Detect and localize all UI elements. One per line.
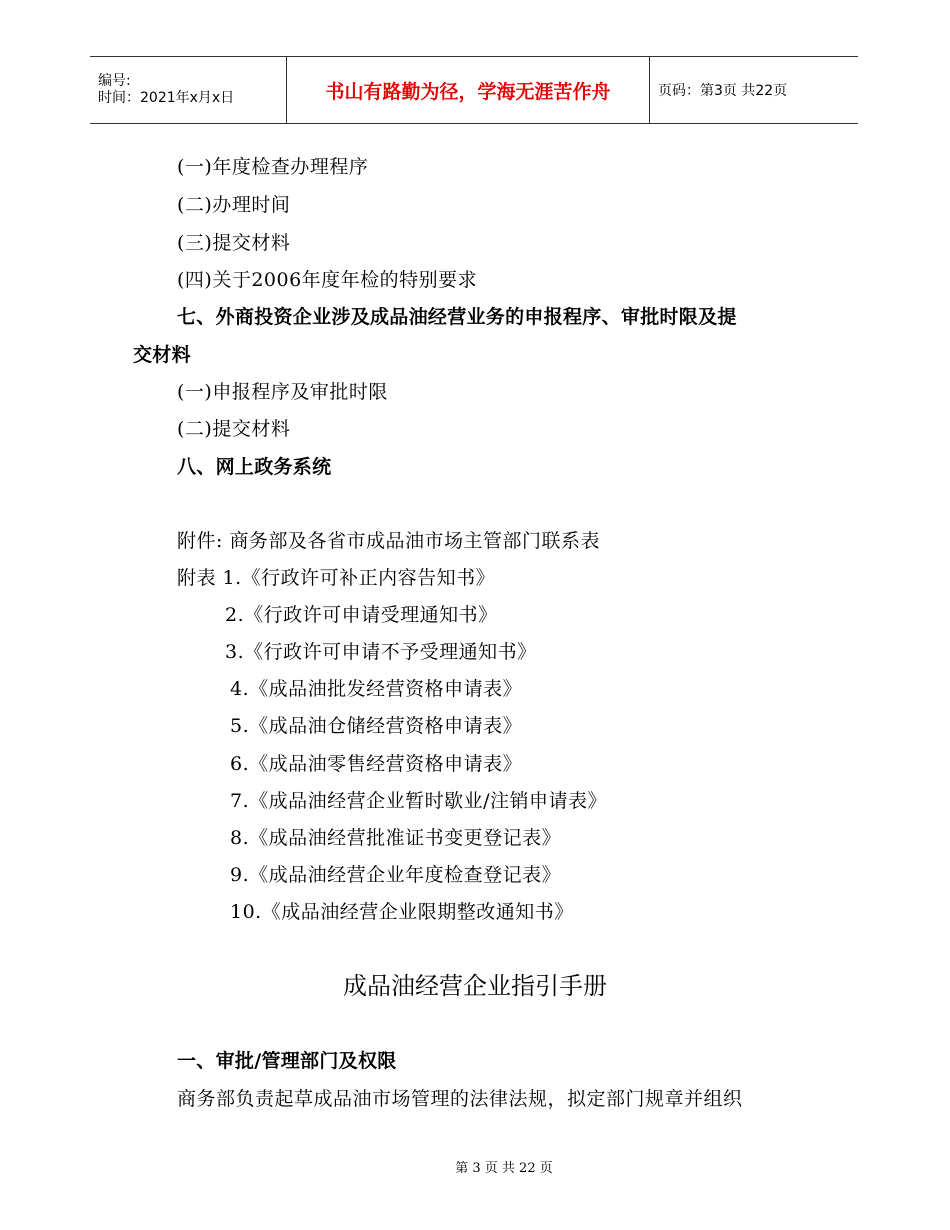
toc-item-7-2: (二)提交材料: [177, 418, 291, 440]
attached-table-5: 5.《成品油仓储经营资格申请表》: [230, 715, 523, 737]
attached-table-6: 6.《成品油零售经营资格申请表》: [230, 753, 523, 775]
toc-item-6-4: (四)关于2006年度年检的特别要求: [177, 269, 478, 291]
annex-line: 附件: 商务部及各省市成品油市场主管部门联系表: [177, 530, 600, 552]
document-title: 成品油经营企业指引手册: [343, 972, 607, 1000]
header-motto: 书山有路勤为径，学海无涯苦作舟: [286, 57, 650, 123]
toc-item-7-1: (一)申报程序及审批时限: [177, 381, 388, 403]
page-footer: 第 3 页 共 22 页: [455, 1161, 553, 1176]
toc-item-8: 八、网上政务系统: [177, 456, 332, 478]
page-header: [90, 56, 858, 124]
header-meta: [90, 57, 286, 123]
attached-table-7: 7.《成品油经营企业暂时歇业/注销申请表》: [230, 790, 608, 812]
document-number-label: 编号:: [98, 73, 131, 89]
body-paragraph: 商务部负责起草成品油市场管理的法律法规，拟定部门规章并组织: [177, 1088, 743, 1110]
attached-table-8: 8.《成品油经营批准证书变更登记表》: [230, 827, 562, 849]
attached-table-9: 9.《成品油经营企业年度检查登记表》: [230, 864, 562, 886]
attached-table-2: 2.《行政许可申请受理通知书》: [225, 604, 498, 626]
attached-table-4: 4.《成品油批发经营资格申请表》: [230, 678, 523, 700]
document-date: 时间：2021年x月x日: [98, 90, 235, 106]
attached-table-1: 附表 1.《行政许可补正内容告知书》: [177, 567, 496, 589]
toc-item-7-cont: 交材料: [133, 344, 191, 366]
attached-table-10: 10.《成品油经营企业限期整改通知书》: [230, 901, 574, 923]
toc-item-7: 七、外商投资企业涉及成品油经营业务的申报程序、审批时限及提: [177, 306, 737, 328]
toc-item-6-1: (一)年度检查办理程序: [177, 156, 369, 178]
toc-item-6-3: (三)提交材料: [177, 232, 291, 254]
attached-table-3: 3.《行政许可申请不予受理通知书》: [225, 641, 537, 663]
header-page-info: 页码：第3页 共22页: [658, 83, 788, 99]
toc-item-6-2: (二)办理时间: [177, 194, 291, 216]
section-heading: 一、审批/管理部门及权限: [177, 1050, 397, 1072]
